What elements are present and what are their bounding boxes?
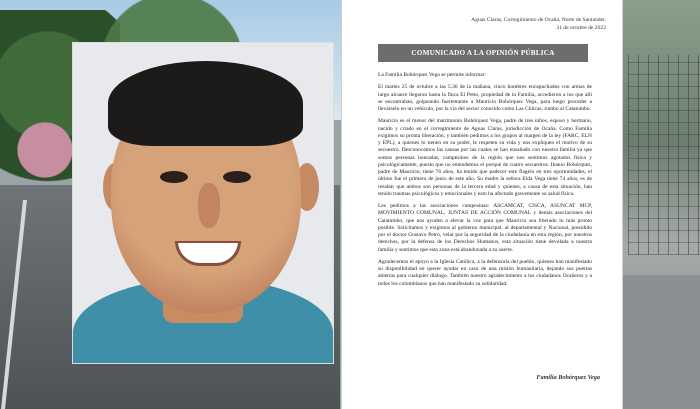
- press-release-document: [342, 0, 622, 409]
- portrait-photo: [73, 43, 333, 363]
- fence: [628, 55, 700, 255]
- nose: [198, 183, 220, 228]
- document-title: COMUNICADO A LA OPINIÓN PÚBLICA: [378, 44, 588, 62]
- hair: [108, 61, 303, 146]
- right-eye: [223, 171, 251, 183]
- document-body: [378, 72, 592, 293]
- left-eye: [160, 171, 188, 183]
- signature: Familia Bohórquez Vega: [536, 374, 600, 381]
- paragraph-4: Agradecemos el apoyo a la Iglesia Católica, a la defensoría del pueblo, quienes han manifestado su disponibilidad en querer ayudar en caso de una misión humanitaria, dejando sus puertas abiertas para cualquier diálogo. También nuestro agradecimiento a los ciudadanos Ocañeros y a todos los colombianos que han manifestado su solidaridad.: [378, 258, 592, 287]
- document-intro: La Familia Bohórquez Vega se permite informar:: [378, 72, 487, 78]
- paragraph-1: El martes 25 de octubre a las 5:30 de la mañana, cinco hombres encapuchados con armas de largo alcance llegaron hasta la finca El Petto, propiedad de la Familia, accedieron a los que allí se encontraban, golpeando fuertemente a Mauricio Bohórquez Vega, para luego proceder a llevárselo en un vehículo, por la vía del sector conocido como Las Chiicas, rumbo al Catatumbo.: [378, 84, 592, 112]
- paragraph-2: Mauricio es el menor del matrimonio Bohórquez Vega, padre de tres niños, esposo y hermano, nacido y criado en el corregimiento de Aguas Claras, jurisdicción de Ocaña. Como Familia exigimos su pronta liberación, y también pedimos a los grupos al margen de la ley (FARC, ELN y EPL), a quienes lo tienen en su poder, le respeten su vida y nos expliquen el motivo de su secuestro. Desconocemos las causas por las cuales se han ensañado con nuestra familia ya que somos personas honradas, campesinos de la región que nos sentimos agotados física y psicológicamente, puesto que no entendemos el porqué de cuatro secuestros. Ibanio Bohórquez, padre de Mauricio, tiene 76 años, ha tenido que padecer este flagelo en tres oportunidades, el último fue el primero de junio de este año. Su madre la señora Elda Vega tiene 74 años, es de resaltar que ambos son personas de la tercera edad y quienes, a causa de esta situación, han tenido traumas psicológicos y emocionales y esto ha afectado gravemente su salud física.: [378, 118, 592, 197]
- document-header: [471, 16, 606, 32]
- paragraph-3: Les pedimos a las asociaciones campesinas: ASCAMCAT, CISCA, ASUNCAT MCP, MOVIMIENTO COMUNAL, JUNTAS DE ACCIÓN COMUNAL y demás asociaciones del Catatumbo, que nos ayuden a elevar la voz para que Mauricio sea liberado lo más pronto posible. Solicitamos y exigimos al gobierno municipal, al departamental y Nacional, presidido por el doctor Gustavo Petro, velar por la seguridad de la ciudadanía en esta región, por nuestros derechos, por la defensa de los Derechos Humanos, esta situación tiene devolada a nuestra familia y sentimos que esta zona está abandonada a su suerte.: [378, 203, 592, 253]
- document-date: 31 de octubre de 2022: [556, 25, 606, 32]
- document-place: Aguas Claras, Corregimiento de Ocaña, Norte de Santander.: [471, 17, 606, 23]
- right-road: [620, 275, 700, 409]
